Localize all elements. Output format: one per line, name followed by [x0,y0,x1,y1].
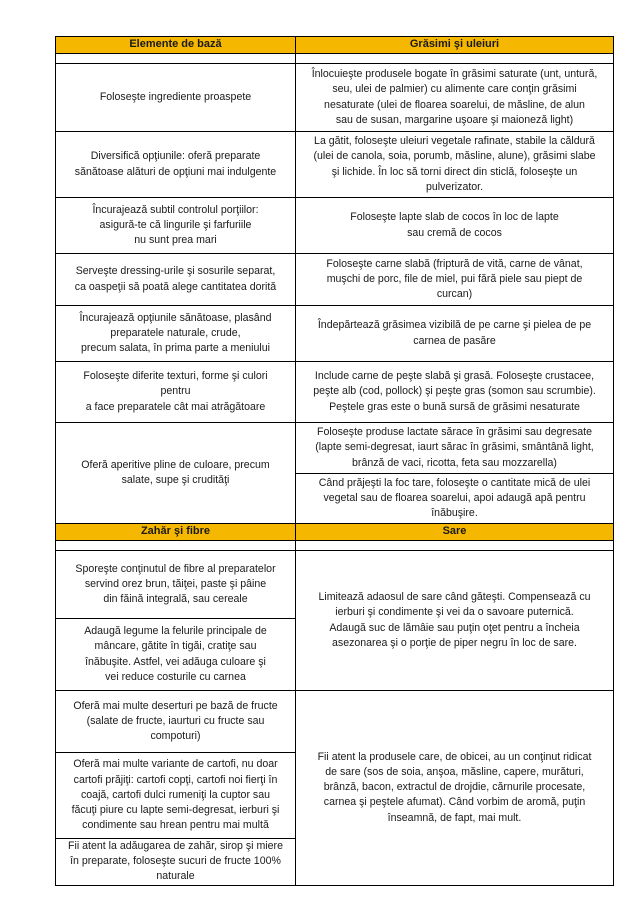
tip-cell: Include carne de peşte slabă şi grasă. Foloseşte crustacee, peşte alb (cod, pollock) şi peşte gras (somon sau scrumbie). Peştele gras este o bună sursă de grăsimi nesaturate [296,362,614,423]
blank-cell [56,541,296,551]
blank-cell [296,54,614,64]
tip-cell: Sporeşte conţinutul de fibre al preparatelor servind orez brun, tăiţei, paste şi pâine din făină integrală, sau cereale [56,551,296,619]
tip-cell: Foloseşte produse lactate sărace în grăsimi sau degresate (lapte semi-degresat, iaurt sărac în grăsimi, smântână light, brânză de vaci, ricotta, feta sau mozzarella) [296,423,614,474]
tip-cell: Oferă mai multe deserturi pe bază de fructe (salate de fructe, iaurturi cu fructe sau compoturi) [56,691,296,753]
blank-cell [56,54,296,64]
tip-cell: Încurajează opţiunile sănătoase, plasând preparatele naturale, crude, precum salata, în prima parte a meniului [56,306,296,362]
tip-cell: La gătit, foloseşte uleiuri vegetale rafinate, stabile la căldură (ulei de canola, soia, porumb, măsline, alune), grăsimi slabe şi lichide. În loc să torni direct din sticlă, foloseşte un pulverizator. [296,132,614,198]
tip-cell: Când prăjeşti la foc tare, foloseşte o cantitate mică de ulei vegetal sau de floarea soarelui, apoi adaugă apă pentru înăbuşire. [296,474,614,524]
tip-cell: Oferă mai multe variante de cartofi, nu doar cartofi prăjiţi: cartofi copţi, cartofi noi fierţi în coajă, cartofi dulci rumeniţi la cuptor sau făcuţi piure cu lapte semi-degresat, ierburi şi condimente sau hrean pentru mai multă [56,753,296,839]
tip-cell: Adaugă legume la felurile principale de mâncare, gătite în tigăi, cratiţe sau înăbuşite. Astfel, vei adăuga culoare şi vei reduce costurile cu carnea [56,619,296,691]
tip-cell: Diversifică opţiunile: oferă preparate sănătoase alături de opţiuni mai indulgente [56,132,296,198]
tip-cell: Foloseşte carne slabă (friptură de vită, carne de vânat, muşchi de porc, file de miel, pui fără piele sau piept de curcan) [296,254,614,306]
tip-cell: Fii atent la adăugarea de zahăr, sirop şi miere în preparate, foloseşte sucuri de fructe 100% naturale [56,839,296,886]
tip-cell: Foloseşte ingrediente proaspete [56,64,296,132]
tip-cell: Înlocuieşte produsele bogate în grăsimi saturate (unt, untură, seu, ulei de palmier) cu alimente care conţin grăsimi nesaturate (ulei de floarea soarelui, de măsline, de alun sau de susan, margarine uşoare şi maioneză light) [296,64,614,132]
tip-cell: Încurajează subtil controlul porţiilor: asigură-te că lingurile şi farfuriile nu sunt prea mari [56,198,296,254]
tip-cell: Îndepărtează grăsimea vizibilă de pe carne şi pielea de pe carnea de pasăre [296,306,614,362]
tip-cell: Limitează adaosul de sare când găteşti. Compensează cu ierburi şi condimente şi vei da o savoare puternică. Adaugă suc de lămâie sau puţin oţet pentru a încheia asezonarea şi o porţie de piper negru în loc de sare. [296,551,614,691]
tip-cell: Serveşte dressing-urile şi sosurile separat, ca oaspeţii să poată alege cantitatea dorită [56,254,296,306]
tip-cell: Fii atent la produsele care, de obicei, au un conţinut ridicat de sare (sos de soia, anşoa, măsline, capere, murături, brânză, bacon, extractul de drojdie, cărnurile procesate, carnea şi peştele afumat). Când vorbim de aromă, puţin înseamnă, de fapt, mai mult. [296,691,614,886]
header-sare: Sare [296,524,614,541]
nutrition-tips-table [55,36,614,886]
header-elemente-de-baza: Elemente de bază [56,37,296,54]
header-grasimi-si-uleiuri: Grăsimi şi uleiuri [296,37,614,54]
tip-cell: Foloseşte diferite texturi, forme şi culori pentru a face preparatele cât mai atrăgătoare [56,362,296,423]
tip-cell: Foloseşte lapte slab de cocos în loc de lapte sau cremă de cocos [296,198,614,254]
blank-cell [296,541,614,551]
header-zahar-si-fibre: Zahăr şi fibre [56,524,296,541]
tip-cell: Oferă aperitive pline de culoare, precum salate, supe şi crudităţi [56,423,296,524]
